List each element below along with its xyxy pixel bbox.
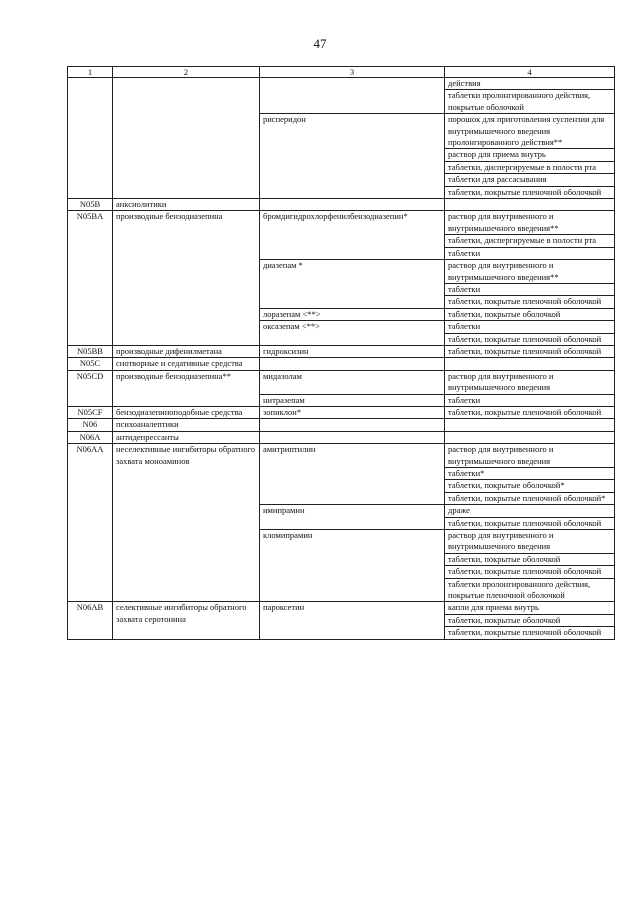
table-row [68, 406, 615, 418]
table-row [68, 419, 615, 431]
column-header: 4 [445, 67, 615, 78]
group-cell: производные бензодиазепина [113, 211, 260, 345]
atc-code-cell: N05CF [68, 406, 113, 418]
group-cell: неселективные ингибиторы обратного захвата моноаминов [113, 444, 260, 602]
dosage-form-cell [445, 199, 615, 211]
drug-cell [260, 78, 445, 114]
atc-code-cell [68, 78, 113, 199]
dosage-form-cell: таблетки, диспергируемые в полости рта [445, 235, 615, 247]
atc-code-cell: N05CD [68, 370, 113, 406]
drug-cell: бромдигидрохлорфенилбензодиазепин* [260, 211, 445, 260]
dosage-form-cell: порошок для приготовления суспензии для внутримышечного введения пролонгированного действия** [445, 114, 615, 149]
drug-table [67, 66, 615, 640]
group-cell: антидепрессанты [113, 431, 260, 443]
atc-code-cell: N06AB [68, 602, 113, 639]
page-number: 47 [313, 36, 327, 51]
dosage-form-cell: таблетки, покрытые пленочной оболочкой [445, 406, 615, 418]
table-row [68, 345, 615, 357]
group-cell: анксиолитики [113, 199, 260, 211]
table-row [68, 78, 615, 90]
drug-cell [260, 431, 445, 443]
drug-cell: нитразепам [260, 394, 445, 406]
drug-cell: рисперидон [260, 114, 445, 199]
dosage-form-cell: действия [445, 78, 615, 90]
dosage-form-cell: раствор для внутривенного и внутримышечного введения [445, 444, 615, 468]
dosage-form-cell: таблетки [445, 283, 615, 295]
dosage-form-cell: раствор для приема внутрь [445, 149, 615, 161]
dosage-form-cell: таблетки, покрытые пленочной оболочкой [445, 296, 615, 308]
atc-code-cell: N05B [68, 199, 113, 211]
dosage-form-cell: таблетки [445, 247, 615, 259]
table-body [68, 78, 615, 640]
dosage-form-cell: раствор для внутривенного и внутримышечного введения [445, 530, 615, 554]
group-cell: бензодиазепиноподобные средства [113, 406, 260, 418]
dosage-form-cell [445, 431, 615, 443]
dosage-form-cell: таблетки, покрытые оболочкой [445, 308, 615, 320]
dosage-form-cell [445, 419, 615, 431]
dosage-form-cell: раствор для внутривенного и внутримышечного введения [445, 370, 615, 394]
drug-cell: зопиклон* [260, 406, 445, 418]
table-row [68, 199, 615, 211]
dosage-form-cell: раствор для внутривенного и внутримышечного введения** [445, 211, 615, 235]
dosage-form-cell: таблетки, диспергируемые в полости рта [445, 161, 615, 173]
drug-cell: амитриптилин [260, 444, 445, 505]
dosage-form-cell: таблетки, покрытые пленочной оболочкой [445, 517, 615, 529]
dosage-form-cell: таблетки, покрытые пленочной оболочкой [445, 186, 615, 198]
dosage-form-cell: таблетки пролонгированного действия, покрытые оболочкой [445, 90, 615, 114]
drug-cell: кломипрамин [260, 530, 445, 602]
atc-code-cell: N06A [68, 431, 113, 443]
drug-cell: диазепам * [260, 260, 445, 309]
drug-cell: гидроксизин [260, 345, 445, 357]
drug-cell [260, 358, 445, 370]
dosage-form-cell: таблетки, покрытые пленочной оболочкой [445, 566, 615, 578]
dosage-form-cell [445, 358, 615, 370]
atc-code-cell: N05C [68, 358, 113, 370]
dosage-form-cell: таблетки, покрытые оболочкой* [445, 480, 615, 492]
dosage-form-cell: таблетки* [445, 468, 615, 480]
atc-code-cell: N05BA [68, 211, 113, 345]
column-header: 3 [260, 67, 445, 78]
table-row [68, 602, 615, 614]
header-row [68, 67, 615, 78]
dosage-form-cell: таблетки, покрытые пленочной оболочкой [445, 345, 615, 357]
group-cell [113, 78, 260, 199]
atc-code-cell: N06 [68, 419, 113, 431]
drug-cell: имипрамин [260, 505, 445, 530]
group-cell: селективные ингибиторы обратного захвата серотонина [113, 602, 260, 639]
group-cell: производные бензодиазепина** [113, 370, 260, 406]
group-cell: психоаналептики [113, 419, 260, 431]
table-row [68, 211, 615, 235]
atc-code-cell: N06AA [68, 444, 113, 602]
dosage-form-cell: раствор для внутривенного и внутримышечного введения** [445, 260, 615, 284]
dosage-form-cell: драже [445, 505, 615, 517]
dosage-form-cell: таблетки, покрытые пленочной оболочкой* [445, 492, 615, 504]
table-row [68, 444, 615, 468]
drug-cell: пароксетин [260, 602, 445, 639]
dosage-form-cell: таблетки, покрытые пленочной оболочкой [445, 333, 615, 345]
drug-cell: лоразепам <**> [260, 308, 445, 320]
dosage-form-cell: таблетки пролонгированного действия, покрытые пленочной оболочкой [445, 578, 615, 602]
column-header: 2 [113, 67, 260, 78]
dosage-form-cell: таблетки, покрытые оболочкой [445, 553, 615, 565]
column-header: 1 [68, 67, 113, 78]
table-row [68, 431, 615, 443]
table-row [68, 358, 615, 370]
dosage-form-cell: таблетки для рассасывания [445, 174, 615, 186]
group-cell: снотворные и седативные средства [113, 358, 260, 370]
dosage-form-cell: таблетки [445, 321, 615, 333]
dosage-form-cell: капли для приема внутрь [445, 602, 615, 614]
dosage-form-cell: таблетки [445, 394, 615, 406]
drug-cell: оксазепам <**> [260, 321, 445, 346]
drug-cell: мидазолам [260, 370, 445, 394]
dosage-form-cell: таблетки, покрытые пленочной оболочкой [445, 627, 615, 639]
table-row [68, 370, 615, 394]
drug-cell [260, 199, 445, 211]
dosage-form-cell: таблетки, покрытые оболочкой [445, 614, 615, 626]
group-cell: производные дифенилметана [113, 345, 260, 357]
drug-cell [260, 419, 445, 431]
atc-code-cell: N05BB [68, 345, 113, 357]
